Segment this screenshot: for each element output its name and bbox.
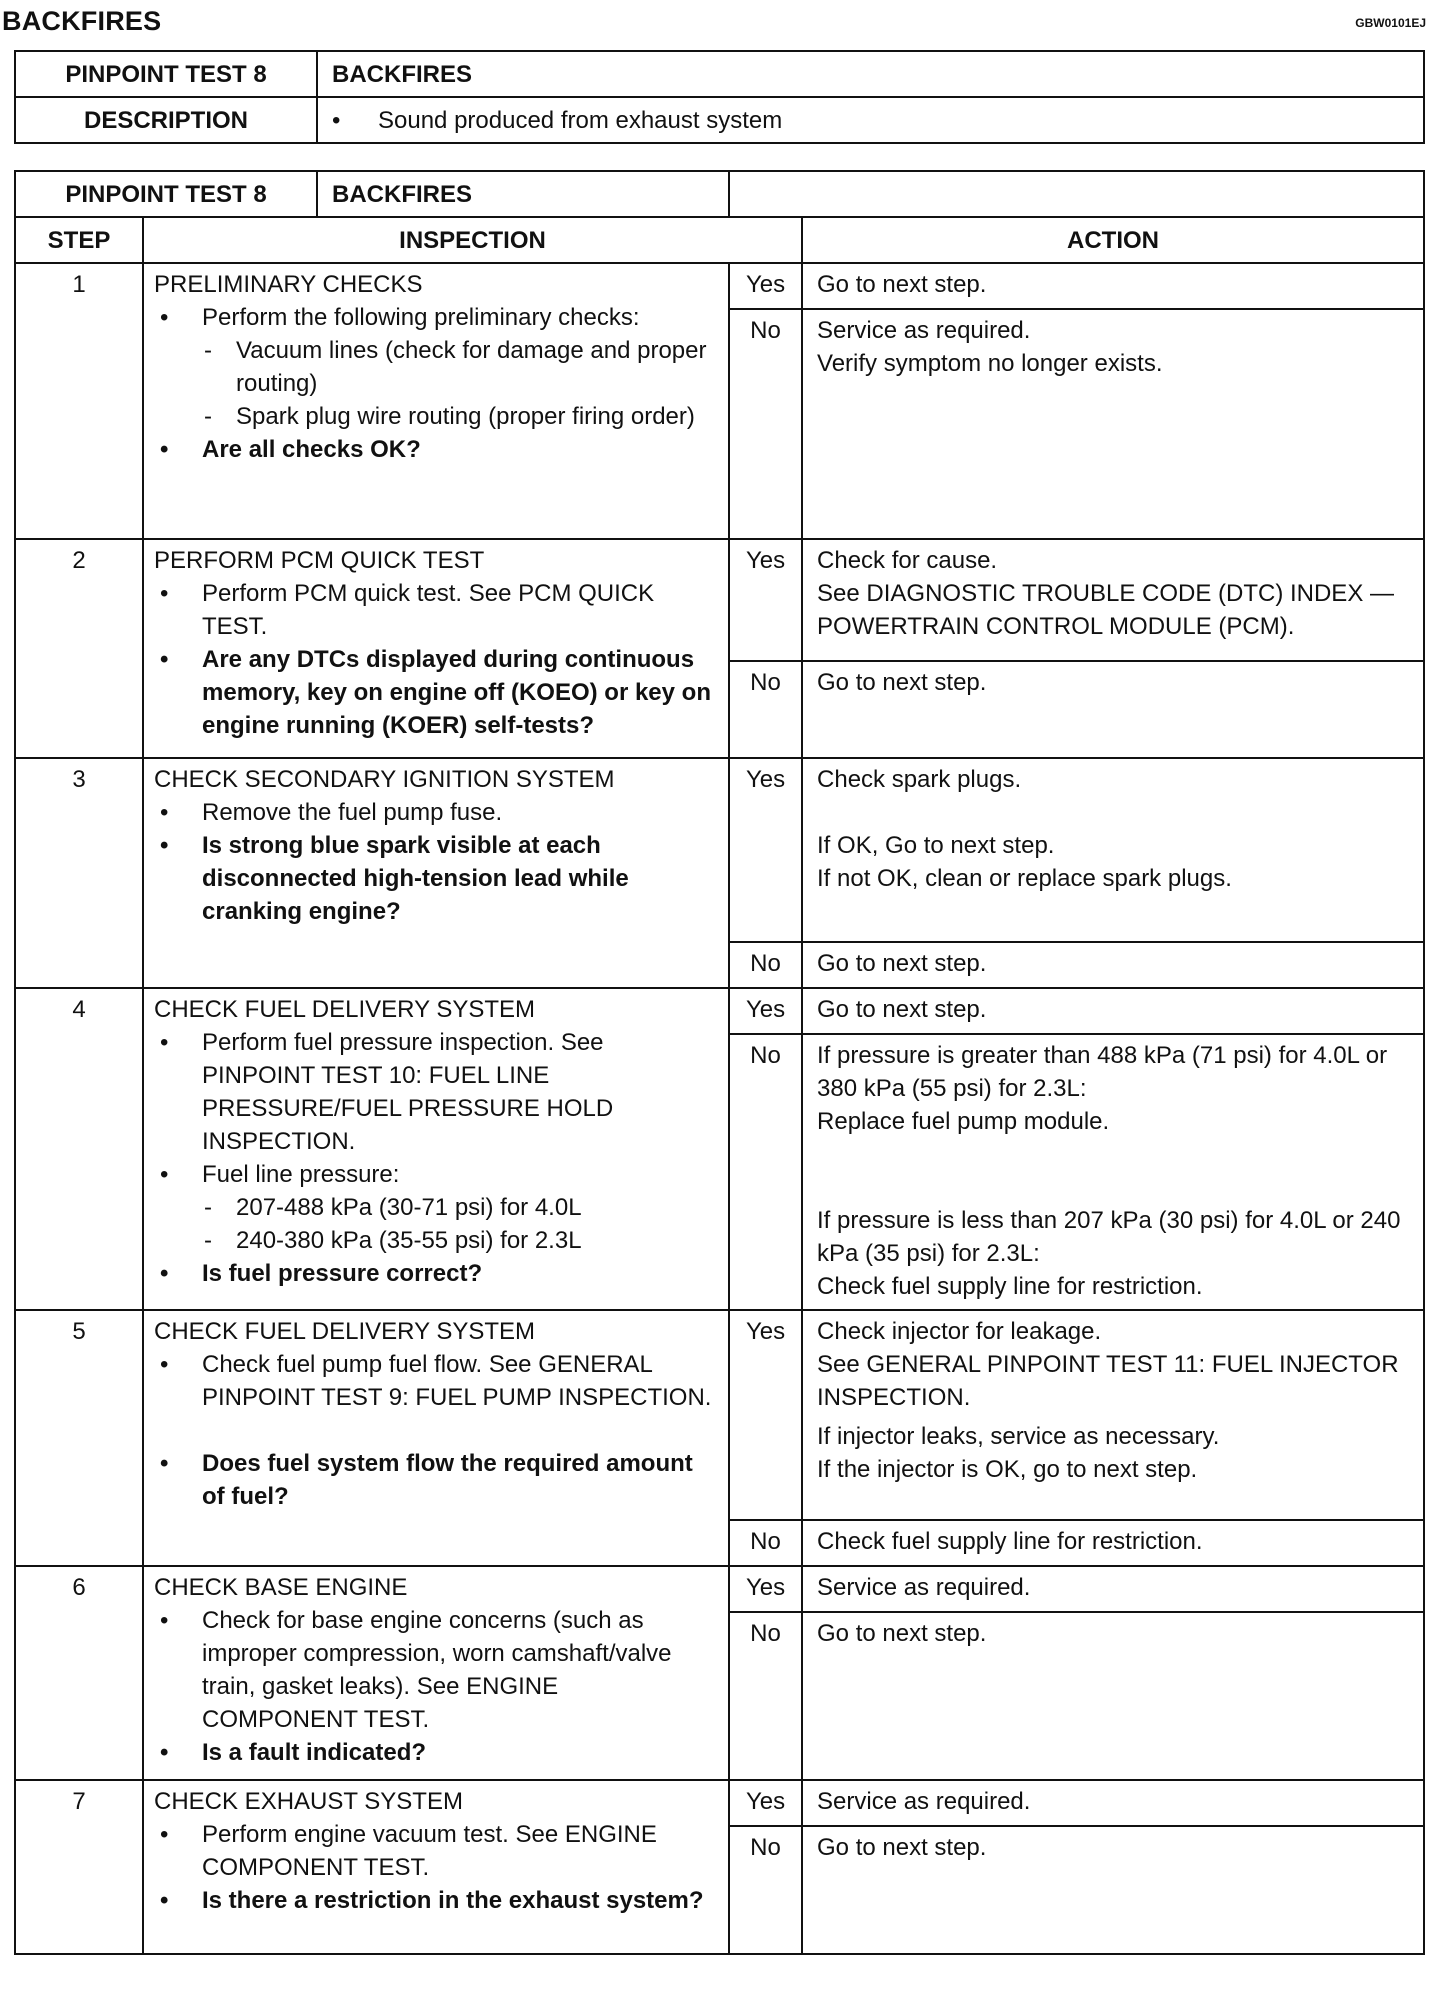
action-line: Go to next step. — [817, 669, 987, 696]
step-subitem: - 207-488 kPa (30-71 psi) for 4.0L — [154, 1191, 718, 1224]
step-number: 4 — [15, 988, 143, 1310]
step-title: PRELIMINARY CHECKS — [154, 271, 423, 298]
step-number: 1 — [15, 263, 143, 539]
step-bullet: • Perform the following preliminary checks: — [154, 301, 718, 334]
summary-test-row — [15, 51, 1424, 97]
step-number: 7 — [15, 1780, 143, 1954]
yes-label: Yes — [729, 1780, 802, 1826]
step-question: • Is strong blue spark visible at each disconnected high-tension lead while cranking engine? — [154, 829, 718, 928]
step-inspection — [143, 758, 729, 988]
test-header-row — [15, 171, 1424, 217]
yes-action — [802, 539, 1424, 661]
yes-action — [802, 263, 1424, 309]
step-bullet: • Perform fuel pressure inspection. See PINPOINT TEST 10: FUEL LINE PRESSURE/FUEL PRESSURE HOLD INSPECTION. — [154, 1026, 718, 1158]
action-line: Go to next step. — [817, 271, 987, 298]
column-header-row — [15, 217, 1424, 263]
action-line: Go to next step. — [817, 950, 987, 977]
yes-label: Yes — [729, 758, 802, 942]
no-label: No — [729, 1520, 802, 1566]
test-header-name: BACKFIRES — [332, 180, 473, 208]
step-inspection — [143, 539, 729, 758]
step-number: 6 — [15, 1566, 143, 1780]
test-header-cell — [15, 171, 729, 217]
step-inspection — [143, 988, 729, 1310]
action-line: If OK, Go to next step. — [817, 832, 1055, 859]
document-code: GBW0101EJ — [1355, 16, 1426, 30]
action-line: Check for cause. — [817, 547, 998, 574]
step-row — [15, 1310, 1424, 1520]
test-header-label: PINPOINT TEST 8 — [16, 172, 318, 216]
no-action — [802, 1034, 1424, 1310]
step-row — [15, 539, 1424, 661]
yes-label: Yes — [729, 1566, 802, 1612]
action-line: Check spark plugs. — [817, 766, 1022, 793]
step-title: CHECK EXHAUST SYSTEM — [154, 1788, 463, 1815]
step-inspection — [143, 1566, 729, 1780]
action-line: If pressure is less than 207 kPa (30 psi) for 4.0L or 240 kPa (35 psi) for 2.3L: — [817, 1207, 1401, 1267]
yes-action — [802, 1310, 1424, 1520]
step-question: • Is there a restriction in the exhaust system? — [154, 1884, 718, 1917]
step-subitem: - 240-380 kPa (35-55 psi) for 2.3L — [154, 1224, 718, 1257]
step-row — [15, 988, 1424, 1034]
action-line: See DIAGNOSTIC TROUBLE CODE (DTC) INDEX — POWERTRAIN CONTROL MODULE (PCM). — [817, 580, 1394, 640]
action-line: If the injector is OK, go to next step. — [817, 1456, 1198, 1483]
no-action — [802, 1826, 1424, 1954]
step-title: CHECK SECONDARY IGNITION SYSTEM — [154, 766, 615, 793]
yes-label: Yes — [729, 263, 802, 309]
step-bullet: • Check fuel pump fuel flow. See GENERAL PINPOINT TEST 9: FUEL PUMP INSPECTION. — [154, 1348, 718, 1414]
step-title: CHECK FUEL DELIVERY SYSTEM — [154, 996, 535, 1023]
no-label: No — [729, 1612, 802, 1780]
test-header-blank — [729, 171, 1424, 217]
action-line: Service as required. — [817, 1574, 1031, 1601]
page-title: BACKFIRES — [2, 6, 162, 36]
step-row — [15, 1780, 1424, 1826]
no-label: No — [729, 942, 802, 988]
summary-test-label: PINPOINT TEST 8 — [15, 51, 317, 97]
no-action — [802, 1612, 1424, 1780]
step-question: • Is fuel pressure correct? — [154, 1257, 718, 1290]
step-row — [15, 1566, 1424, 1612]
action-line: Check injector for leakage. — [817, 1318, 1102, 1345]
step-row — [15, 758, 1424, 942]
action-line: Replace fuel pump module. — [817, 1108, 1110, 1135]
action-line: Go to next step. — [817, 1834, 987, 1861]
step-row — [15, 263, 1424, 309]
step-bullet: • Perform engine vacuum test. See ENGINE COMPONENT TEST. — [154, 1818, 718, 1884]
step-bullet: • Check for base engine concerns (such as improper compression, worn camshaft/valve train, gasket leaks). See ENGINE COMPONENT TEST. — [154, 1604, 718, 1736]
step-number: 3 — [15, 758, 143, 988]
step-number: 2 — [15, 539, 143, 758]
yes-action — [802, 988, 1424, 1034]
action-line: If pressure is greater than 488 kPa (71 psi) for 4.0L or 380 kPa (55 psi) for 2.3L: — [817, 1042, 1388, 1102]
yes-label: Yes — [729, 988, 802, 1034]
step-question: • Does fuel system flow the required amount of fuel? — [154, 1447, 718, 1513]
action-line: Check fuel supply line for restriction. — [817, 1273, 1203, 1300]
no-action — [802, 1520, 1424, 1566]
summary-description-label: DESCRIPTION — [15, 97, 317, 143]
no-label: No — [729, 309, 802, 539]
no-action — [802, 309, 1424, 539]
action-line: If not OK, clean or replace spark plugs. — [817, 865, 1232, 892]
summary-test-name: BACKFIRES — [317, 51, 1424, 97]
no-label: No — [729, 661, 802, 758]
pinpoint-test-table — [14, 170, 1425, 1955]
action-line: Verify symptom no longer exists. — [817, 350, 1163, 377]
action-line: See GENERAL PINPOINT TEST 11: FUEL INJECTOR INSPECTION. — [817, 1351, 1399, 1411]
summary-description-row — [15, 97, 1424, 143]
bullet-glyph: • — [332, 106, 341, 134]
action-line: Go to next step. — [817, 1620, 987, 1647]
step-title: CHECK FUEL DELIVERY SYSTEM — [154, 1318, 535, 1345]
action-line: Go to next step. — [817, 996, 987, 1023]
col-action-header: ACTION — [802, 217, 1424, 263]
yes-action — [802, 758, 1424, 942]
step-question: • Are all checks OK? — [154, 433, 718, 466]
step-subitem: - Vacuum lines (check for damage and proper routing) — [154, 334, 718, 400]
col-step-header: STEP — [15, 217, 143, 263]
step-bullet: • Perform PCM quick test. See PCM QUICK TEST. — [154, 577, 718, 643]
yes-action — [802, 1566, 1424, 1612]
summary-description-text: Sound produced from exhaust system — [378, 106, 783, 134]
col-inspection-header: INSPECTION — [143, 217, 802, 263]
action-line: Service as required. — [817, 1788, 1031, 1815]
step-title: CHECK BASE ENGINE — [154, 1574, 408, 1601]
no-label: No — [729, 1826, 802, 1954]
no-action — [802, 661, 1424, 758]
step-inspection — [143, 1780, 729, 1954]
yes-label: Yes — [729, 539, 802, 661]
no-label: No — [729, 1034, 802, 1310]
no-action — [802, 942, 1424, 988]
step-subitem: - Spark plug wire routing (proper firing order) — [154, 400, 718, 433]
step-number: 5 — [15, 1310, 143, 1566]
summary-description-cell — [317, 97, 1424, 143]
step-bullet: • Fuel line pressure: — [154, 1158, 718, 1191]
step-question: • Are any DTCs displayed during continuous memory, key on engine off (KOEO) or key on engine running (KOER) self-tests? — [154, 643, 718, 742]
yes-action — [802, 1780, 1424, 1826]
yes-label: Yes — [729, 1310, 802, 1520]
action-line: Check fuel supply line for restriction. — [817, 1528, 1203, 1555]
step-inspection — [143, 263, 729, 539]
action-line: If injector leaks, service as necessary. — [817, 1423, 1220, 1450]
action-line: Service as required. — [817, 317, 1031, 344]
step-inspection — [143, 1310, 729, 1566]
step-question: • Is a fault indicated? — [154, 1736, 718, 1769]
step-title: PERFORM PCM QUICK TEST — [154, 547, 485, 574]
summary-table — [14, 50, 1425, 144]
step-bullet: • Remove the fuel pump fuse. — [154, 796, 718, 829]
